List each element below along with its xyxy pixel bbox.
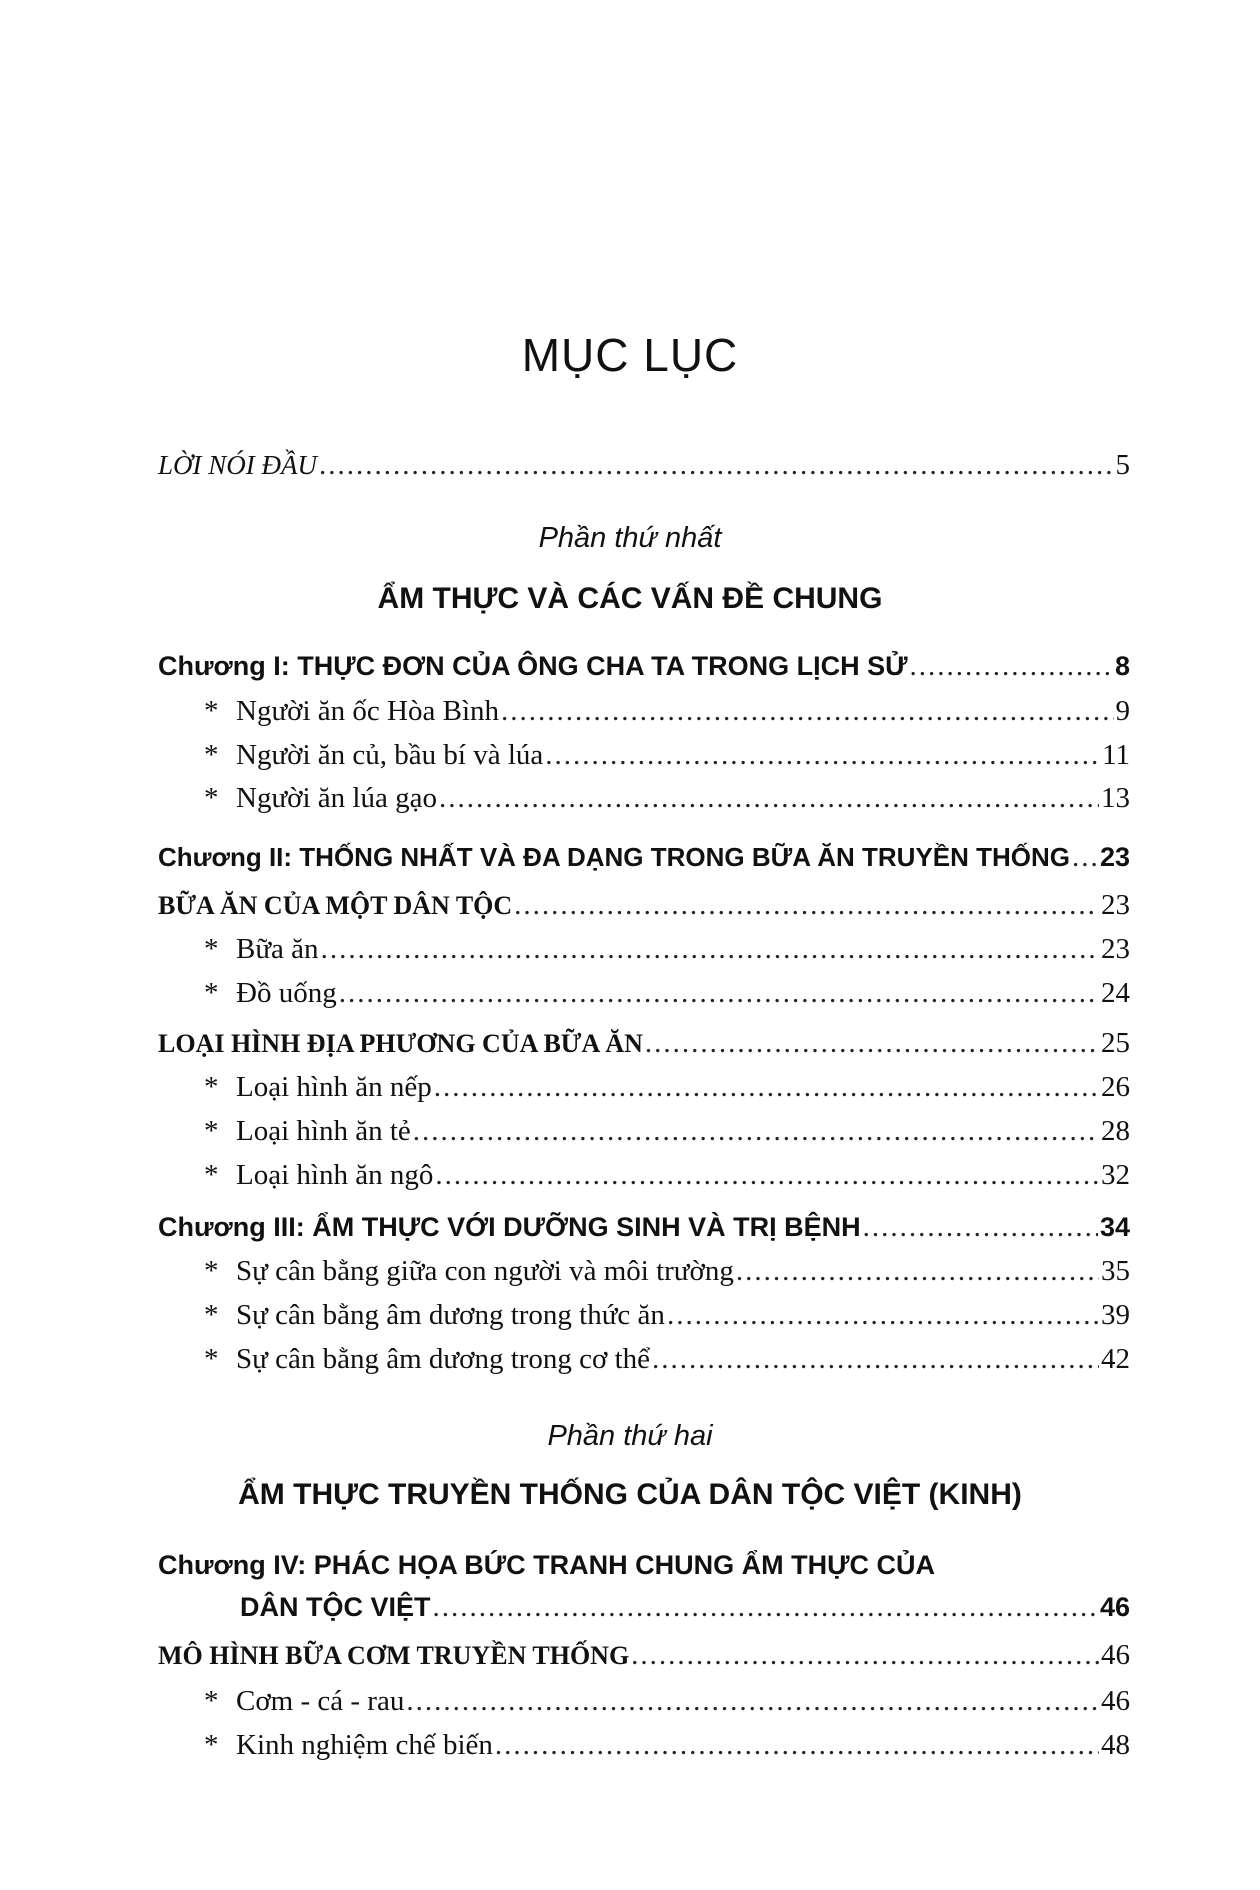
toc-page-number: 11 bbox=[1102, 739, 1130, 771]
toc-entry-sub[interactable] bbox=[204, 781, 1130, 815]
bullet-star: * bbox=[204, 1159, 219, 1191]
toc-entry-chapter-line1[interactable] bbox=[158, 1548, 935, 1582]
toc-entry-section[interactable] bbox=[158, 888, 1130, 923]
toc-entry-sub[interactable] bbox=[204, 1298, 1130, 1332]
dot-leader bbox=[406, 1684, 1099, 1718]
bullet-star: * bbox=[204, 933, 219, 965]
toc-entry-preface[interactable] bbox=[158, 448, 1130, 482]
toc-entry-label: Chương II: THỐNG NHẤT VÀ ĐA DẠNG TRONG BỮA ĂN TRUYỀN THỐNG bbox=[158, 842, 1071, 872]
toc-page-number: 8 bbox=[1114, 651, 1130, 681]
toc-entry-sub[interactable] bbox=[204, 738, 1130, 772]
bullet-star: * bbox=[204, 1255, 219, 1287]
bullet-star: * bbox=[204, 1299, 219, 1331]
dot-leader bbox=[339, 976, 1099, 1010]
bullet-star: * bbox=[204, 1071, 219, 1103]
toc-entry-label: Loại hình ăn nếp bbox=[236, 1071, 432, 1103]
dot-leader bbox=[545, 738, 1100, 772]
dot-leader bbox=[1072, 840, 1098, 874]
dot-leader bbox=[514, 888, 1099, 922]
dot-leader bbox=[667, 1298, 1099, 1332]
dot-leader bbox=[495, 1728, 1099, 1762]
toc-entry-sub[interactable] bbox=[204, 1114, 1130, 1148]
toc-entry-sub[interactable] bbox=[204, 932, 1130, 966]
toc-entry-label: Chương III: ẨM THỰC VỚI DƯỠNG SINH VÀ TRỊ BỆNH bbox=[158, 1212, 861, 1242]
dot-leader bbox=[863, 1210, 1098, 1244]
toc-entry-section[interactable] bbox=[158, 1638, 1130, 1673]
toc-page-number: 23 bbox=[1099, 842, 1130, 872]
toc-entry-label: Chương IV: PHÁC HỌA BỨC TRANH CHUNG ẨM THỰC CỦA bbox=[158, 1550, 936, 1580]
toc-page-number: 24 bbox=[1101, 977, 1130, 1009]
toc-entry-sub[interactable] bbox=[204, 976, 1130, 1010]
toc-page-number: 9 bbox=[1115, 695, 1130, 727]
toc-page-number: 13 bbox=[1101, 782, 1130, 814]
toc-entry-sub[interactable] bbox=[204, 1254, 1130, 1288]
dot-leader bbox=[501, 694, 1113, 728]
toc-entry-label: LOẠI HÌNH ĐỊA PHƯƠNG CỦA BỮA ĂN bbox=[158, 1029, 643, 1058]
dot-leader bbox=[631, 1638, 1099, 1672]
toc-entry-sub[interactable] bbox=[204, 694, 1130, 728]
part-title: ẨM THỰC VÀ CÁC VẤN ĐỀ CHUNG bbox=[377, 582, 883, 615]
dot-leader bbox=[434, 1070, 1099, 1104]
toc-entry-sub[interactable] bbox=[204, 1158, 1130, 1192]
toc-entry-label: LỜI NÓI ĐẦU bbox=[158, 450, 317, 480]
toc-page-number: 23 bbox=[1101, 889, 1130, 921]
part-label: Phần thứ hai bbox=[547, 1420, 713, 1452]
bullet-star: * bbox=[204, 1685, 219, 1717]
toc-entry-sub[interactable] bbox=[204, 1342, 1130, 1376]
bullet-star: * bbox=[204, 739, 219, 771]
dot-leader bbox=[321, 932, 1099, 966]
bullet-star: * bbox=[204, 1343, 219, 1375]
toc-entry-section[interactable] bbox=[158, 1026, 1130, 1061]
toc-page-number: 46 bbox=[1101, 1639, 1130, 1671]
toc-entry-sub[interactable] bbox=[204, 1728, 1130, 1762]
toc-entry-label: Người ăn củ, bầu bí và lúa bbox=[236, 739, 544, 771]
dot-leader bbox=[439, 781, 1099, 815]
toc-entry-label: Sự cân bằng âm dương trong thức ăn bbox=[236, 1299, 665, 1331]
bullet-star: * bbox=[204, 1115, 219, 1147]
bullet-star: * bbox=[204, 695, 219, 727]
toc-entry-chapter[interactable] bbox=[240, 1590, 1130, 1624]
toc-entry-label: MÔ HÌNH BỮA CƠM TRUYỀN THỐNG bbox=[158, 1641, 630, 1670]
toc-entry-chapter[interactable] bbox=[158, 840, 1130, 874]
toc-entry-label: Cơm - cá - rau bbox=[236, 1685, 405, 1717]
toc-entry-label: Người ăn ốc Hòa Bình bbox=[236, 695, 500, 727]
toc-entry-chapter[interactable] bbox=[158, 1210, 1130, 1244]
dot-leader bbox=[736, 1254, 1099, 1288]
toc-entry-label: Kinh nghiệm chế biến bbox=[236, 1729, 493, 1761]
bullet-star: * bbox=[204, 1729, 219, 1761]
toc-page-number: 48 bbox=[1101, 1729, 1130, 1761]
toc-entry-label: Chương I: THỰC ĐƠN CỦA ÔNG CHA TA TRONG LỊCH SỬ bbox=[158, 651, 908, 681]
toc-page-number: 23 bbox=[1101, 933, 1130, 965]
toc-entry-chapter[interactable] bbox=[158, 649, 1130, 683]
toc-entry-sub[interactable] bbox=[204, 1684, 1130, 1718]
part-label: Phần thứ nhất bbox=[538, 522, 722, 554]
toc-entry-label: Loại hình ăn tẻ bbox=[236, 1115, 411, 1147]
toc-page-number: 39 bbox=[1101, 1299, 1130, 1331]
toc-page-number: 35 bbox=[1101, 1255, 1130, 1287]
dot-leader bbox=[435, 1158, 1099, 1192]
dot-leader bbox=[319, 448, 1114, 482]
dot-leader bbox=[433, 1590, 1098, 1624]
toc-page-number: 5 bbox=[1115, 449, 1130, 481]
page-title: MỤC LỤC bbox=[521, 329, 739, 381]
toc-entry-label: Người ăn lúa gạo bbox=[236, 782, 437, 814]
toc-entry-label: Sự cân bằng giữa con người và môi trường bbox=[236, 1255, 734, 1287]
toc-entry-label: DÂN TỘC VIỆT bbox=[240, 1592, 431, 1622]
toc-page-number: 42 bbox=[1101, 1343, 1130, 1375]
bullet-star: * bbox=[204, 782, 219, 814]
bullet-star: * bbox=[204, 977, 219, 1009]
dot-leader bbox=[910, 649, 1113, 683]
toc-page-number: 32 bbox=[1101, 1159, 1130, 1191]
toc-page-number: 46 bbox=[1101, 1685, 1130, 1717]
toc-entry-label: BỮA ĂN CỦA MỘT DÂN TỘC bbox=[158, 891, 513, 920]
toc-entry-label: Bữa ăn bbox=[236, 933, 319, 965]
dot-leader bbox=[645, 1026, 1099, 1060]
toc-entry-sub[interactable] bbox=[204, 1070, 1130, 1104]
toc-page-number: 28 bbox=[1101, 1115, 1130, 1147]
toc-entry-label: Sự cân bằng âm dương trong cơ thể bbox=[236, 1343, 651, 1375]
toc-entry-label: Đồ uống bbox=[236, 977, 337, 1009]
toc-page-number: 26 bbox=[1101, 1071, 1130, 1103]
toc-page-number: 25 bbox=[1101, 1027, 1130, 1059]
toc-page-number: 34 bbox=[1099, 1212, 1130, 1242]
dot-leader bbox=[652, 1342, 1099, 1376]
dot-leader bbox=[413, 1114, 1099, 1148]
part-title: ẨM THỰC TRUYỀN THỐNG CỦA DÂN TỘC VIỆT (KINH) bbox=[238, 1478, 1022, 1511]
toc-page-number: 46 bbox=[1099, 1592, 1130, 1622]
toc-entry-label: Loại hình ăn ngô bbox=[236, 1159, 434, 1191]
